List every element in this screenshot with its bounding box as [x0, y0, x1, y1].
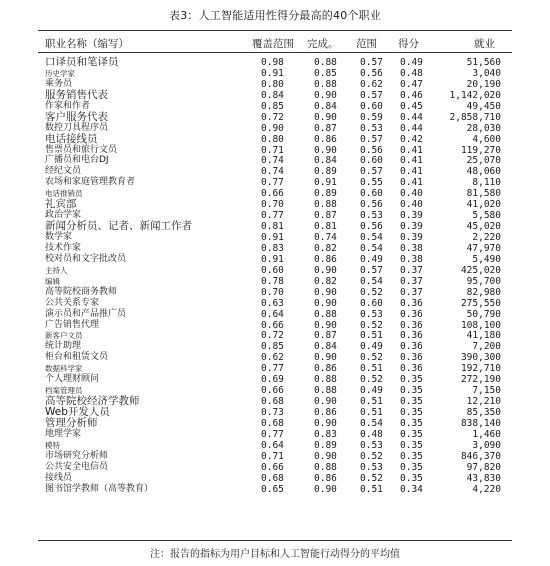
employment-cell: 49,450 — [466, 100, 501, 112]
bottom-rule — [38, 540, 512, 541]
scope-cell: 0.49 — [360, 341, 383, 353]
table-row — [0, 57, 550, 68]
score-cell: 0.37 — [400, 264, 423, 276]
employment-cell: 41,020 — [466, 199, 501, 211]
completion-cell: 0.86 — [314, 363, 337, 375]
scope-cell: 0.60 — [360, 188, 383, 200]
employment-cell: 5,580 — [472, 210, 501, 222]
occupation-cell: 历史学家 — [45, 68, 75, 78]
score-cell: 0.36 — [400, 297, 423, 309]
score-cell: 0.37 — [400, 275, 423, 287]
employment-cell: 5,490 — [472, 253, 501, 265]
coverage-cell: 0.60 — [261, 264, 284, 276]
table-body — [0, 57, 550, 495]
employment-cell: 43,830 — [466, 472, 501, 484]
score-cell: 0.35 — [400, 472, 423, 484]
scope-cell: 0.56 — [360, 221, 383, 233]
occupation-cell: 乘务员 — [45, 78, 73, 89]
completion-cell: 0.84 — [314, 100, 337, 112]
table-row — [0, 320, 550, 331]
completion-cell: 0.89 — [314, 166, 337, 178]
score-cell: 0.41 — [400, 177, 423, 189]
completion-cell: 0.90 — [314, 417, 337, 429]
table-row — [0, 341, 550, 352]
score-cell: 0.45 — [400, 100, 423, 112]
employment-cell: 50,790 — [466, 308, 501, 320]
coverage-cell: 0.90 — [261, 122, 284, 134]
occupation-cell: 广播员和电台DJ — [45, 155, 109, 166]
header-employment: 就业 — [474, 38, 495, 50]
score-cell: 0.41 — [400, 155, 423, 167]
occupation-cell: 服务销售代表 — [45, 88, 108, 101]
occupation-cell: Web开发人员 — [45, 406, 110, 418]
scope-cell: 0.54 — [360, 275, 383, 287]
occupation-cell: 公共关系专家 — [45, 297, 100, 308]
table-row — [0, 429, 550, 440]
table-row — [0, 484, 550, 495]
employment-cell: 20,190 — [466, 78, 501, 90]
scope-cell: 0.60 — [360, 100, 383, 112]
occupation-cell: 高等院校经济学教师 — [45, 395, 140, 408]
score-cell: 0.42 — [400, 133, 423, 145]
score-cell: 0.38 — [400, 253, 423, 265]
completion-cell: 0.88 — [314, 78, 337, 90]
score-cell: 0.35 — [400, 407, 423, 418]
table-note: 注：报告的指标为用户目标和人工智能行动得分的平均值 — [150, 549, 400, 560]
occupation-cell: 广告销售代理 — [45, 319, 100, 330]
coverage-cell: 0.70 — [261, 199, 284, 211]
occupation-cell: 作家和作者 — [45, 100, 91, 111]
occupation-cell: 数据科学家 — [45, 364, 83, 374]
occupation-cell: 市场研究分析师 — [45, 450, 109, 461]
scope-cell: 0.62 — [360, 78, 383, 90]
score-cell: 0.35 — [400, 439, 423, 451]
employment-cell: 82,980 — [466, 286, 501, 298]
occupation-cell: 礼宾部 — [45, 198, 77, 211]
table-row — [0, 155, 550, 166]
coverage-cell: 0.74 — [261, 166, 284, 178]
scope-cell: 0.60 — [360, 155, 383, 167]
employment-cell: 2,858,710 — [449, 111, 501, 123]
completion-cell: 0.90 — [314, 111, 337, 123]
coverage-cell: 0.63 — [261, 297, 284, 309]
completion-cell: 0.84 — [314, 155, 337, 167]
scope-cell: 0.54 — [360, 232, 383, 243]
scope-cell: 0.52 — [360, 319, 383, 331]
table-row — [0, 265, 550, 276]
occupation-cell: 数学家 — [45, 232, 73, 242]
employment-cell: 81,580 — [466, 188, 501, 200]
completion-cell: 0.74 — [314, 232, 337, 243]
table-row — [0, 243, 550, 254]
employment-cell: 48,060 — [466, 166, 501, 178]
scope-cell: 0.56 — [360, 67, 383, 79]
occupation-cell: 主持人 — [45, 265, 68, 275]
completion-cell: 0.86 — [314, 472, 337, 484]
score-cell: 0.35 — [400, 374, 423, 386]
table-row — [0, 188, 550, 199]
coverage-cell: 0.77 — [261, 363, 284, 375]
score-cell: 0.38 — [400, 242, 423, 254]
completion-cell: 0.86 — [314, 253, 337, 265]
occupation-cell: 新客户文员 — [45, 331, 83, 341]
table-row — [0, 134, 550, 145]
completion-cell: 0.88 — [314, 199, 337, 211]
header-completion: 完成。 — [307, 38, 339, 50]
employment-cell: 108,100 — [460, 319, 501, 331]
employment-cell: 25,070 — [466, 155, 501, 167]
score-cell: 0.37 — [400, 286, 423, 298]
scope-cell: 0.54 — [360, 242, 383, 254]
score-cell: 0.35 — [400, 396, 423, 408]
employment-cell: 45,020 — [466, 221, 501, 233]
occupation-cell: 经纪文员 — [45, 166, 82, 177]
coverage-cell: 0.85 — [261, 341, 284, 353]
scope-cell: 0.51 — [360, 407, 383, 418]
employment-cell: 275,550 — [460, 297, 501, 309]
occupation-cell: 数控刀具程序员 — [45, 122, 109, 133]
coverage-cell: 0.66 — [261, 461, 284, 473]
employment-cell: 51,560 — [466, 57, 501, 68]
scope-cell: 0.54 — [360, 417, 383, 429]
completion-cell: 0.81 — [314, 221, 337, 233]
scope-cell: 0.60 — [360, 297, 383, 309]
coverage-cell: 0.68 — [261, 417, 284, 429]
coverage-cell: 0.66 — [261, 188, 284, 200]
scope-cell: 0.56 — [360, 144, 383, 156]
scope-cell: 0.49 — [360, 253, 383, 265]
occupation-cell: 公共安全电信员 — [45, 461, 109, 472]
completion-cell: 0.87 — [314, 330, 337, 342]
scope-cell: 0.48 — [360, 428, 383, 440]
score-cell: 0.35 — [400, 461, 423, 473]
coverage-cell: 0.98 — [261, 57, 284, 68]
occupation-cell: 客户服务代表 — [45, 110, 108, 123]
score-cell: 0.40 — [400, 199, 423, 211]
scope-cell: 0.52 — [360, 450, 383, 462]
table-row — [0, 309, 550, 320]
completion-cell: 0.83 — [314, 428, 337, 440]
occupation-cell: 管理分析师 — [45, 416, 98, 429]
table-row — [0, 166, 550, 177]
employment-cell: 3,090 — [472, 439, 501, 451]
employment-cell: 12,210 — [466, 396, 501, 408]
completion-cell: 0.90 — [314, 352, 337, 364]
coverage-cell: 0.80 — [261, 133, 284, 145]
employment-cell: 47,970 — [466, 242, 501, 254]
scope-cell: 0.56 — [360, 199, 383, 211]
table-row — [0, 330, 550, 341]
table-row — [0, 254, 550, 265]
occupation-cell: 农场和家庭管理教育者 — [45, 177, 136, 188]
occupation-cell: 接线员 — [45, 472, 73, 483]
table-row — [0, 123, 550, 134]
completion-cell: 0.90 — [314, 483, 337, 495]
coverage-cell: 0.81 — [261, 221, 284, 233]
coverage-cell: 0.70 — [261, 286, 284, 298]
completion-cell: 0.90 — [314, 286, 337, 298]
coverage-cell: 0.78 — [261, 275, 284, 287]
employment-cell: 7,200 — [472, 341, 501, 353]
completion-cell: 0.86 — [314, 407, 337, 418]
header-occupation: 职业名称（缩写） — [45, 38, 129, 50]
score-cell: 0.44 — [400, 111, 423, 123]
completion-cell: 0.86 — [314, 133, 337, 145]
completion-cell: 0.88 — [314, 461, 337, 473]
header-rule — [38, 52, 512, 53]
coverage-cell: 0.85 — [261, 100, 284, 112]
header-coverage: 覆盖范围 — [252, 38, 294, 50]
coverage-cell: 0.74 — [261, 155, 284, 167]
occupation-cell: 模特 — [45, 440, 60, 450]
occupation-cell: 技术作家 — [45, 242, 82, 253]
score-cell: 0.47 — [400, 78, 423, 90]
occupation-cell: 高等院校商务教师 — [45, 286, 118, 297]
score-cell: 0.44 — [400, 122, 423, 134]
table-row — [0, 68, 550, 79]
score-cell: 0.35 — [400, 417, 423, 429]
completion-cell: 0.88 — [314, 57, 337, 68]
score-cell: 0.36 — [400, 352, 423, 364]
table-row — [0, 298, 550, 309]
table-title: 表3：人工智能适用性得分最高的40个职业 — [169, 9, 381, 22]
completion-cell: 0.90 — [314, 319, 337, 331]
score-cell: 0.46 — [400, 89, 423, 101]
completion-cell: 0.88 — [314, 374, 337, 386]
table-row — [0, 363, 550, 374]
table-row — [0, 232, 550, 243]
coverage-cell: 0.71 — [261, 450, 284, 462]
employment-cell: 3,040 — [472, 67, 501, 79]
coverage-cell: 0.72 — [261, 330, 284, 342]
employment-cell: 846,370 — [460, 450, 501, 462]
scope-cell: 0.53 — [360, 439, 383, 451]
occupation-cell: 个人理财顾问 — [45, 374, 100, 385]
top-rule — [38, 30, 512, 31]
employment-cell: 41,180 — [466, 330, 501, 342]
score-cell: 0.41 — [400, 144, 423, 156]
table-row — [0, 418, 550, 429]
score-cell: 0.39 — [400, 232, 423, 243]
scope-cell: 0.55 — [360, 177, 383, 189]
table-row — [0, 462, 550, 473]
completion-cell: 0.90 — [314, 450, 337, 462]
employment-cell: 4,600 — [472, 133, 501, 145]
completion-cell: 0.85 — [314, 67, 337, 79]
scope-cell: 0.57 — [360, 57, 383, 68]
score-cell: 0.35 — [400, 450, 423, 462]
coverage-cell: 0.68 — [261, 396, 284, 408]
coverage-cell: 0.91 — [261, 253, 284, 265]
coverage-cell: 0.77 — [261, 177, 284, 189]
employment-cell: 272,190 — [460, 374, 501, 386]
completion-cell: 0.90 — [314, 396, 337, 408]
scope-cell: 0.53 — [360, 122, 383, 134]
score-cell: 0.36 — [400, 341, 423, 353]
table-row — [0, 473, 550, 484]
table-row — [0, 451, 550, 462]
completion-cell: 0.89 — [314, 188, 337, 200]
score-cell: 0.39 — [400, 221, 423, 233]
employment-cell: 192,710 — [460, 363, 501, 375]
employment-cell: 2,220 — [472, 232, 501, 243]
coverage-cell: 0.64 — [261, 308, 284, 320]
score-cell: 0.36 — [400, 363, 423, 375]
employment-cell: 390,300 — [460, 352, 501, 364]
coverage-cell: 0.64 — [261, 439, 284, 451]
coverage-cell: 0.66 — [261, 385, 284, 397]
scope-cell: 0.59 — [360, 111, 383, 123]
occupation-cell: 地理学家 — [45, 428, 82, 439]
occupation-cell: 档案管理员 — [45, 386, 83, 396]
employment-cell: 7,150 — [472, 385, 501, 397]
coverage-cell: 0.69 — [261, 374, 284, 386]
scope-cell: 0.52 — [360, 352, 383, 364]
scope-cell: 0.52 — [360, 286, 383, 298]
employment-cell: 95,700 — [466, 275, 501, 287]
occupation-cell: 校对员和文字批改员 — [45, 253, 127, 264]
occupation-cell: 售票员和旅行文员 — [45, 144, 118, 155]
coverage-cell: 0.84 — [261, 89, 284, 101]
scope-cell: 0.52 — [360, 374, 383, 386]
scope-cell: 0.51 — [360, 483, 383, 495]
coverage-cell: 0.73 — [261, 407, 284, 418]
score-cell: 0.34 — [400, 483, 423, 495]
occupation-cell: 电话接线员 — [45, 132, 98, 145]
coverage-cell: 0.80 — [261, 78, 284, 90]
employment-cell: 425,020 — [460, 264, 501, 276]
table-row — [0, 145, 550, 156]
score-cell: 0.41 — [400, 166, 423, 178]
coverage-cell: 0.65 — [261, 483, 284, 495]
table-row — [0, 374, 550, 385]
coverage-cell: 0.83 — [261, 242, 284, 254]
table-row — [0, 276, 550, 287]
occupation-cell: 演示员和产品推广员 — [45, 308, 127, 319]
scope-cell: 0.51 — [360, 396, 383, 408]
occupation-cell: 统计助理 — [45, 341, 82, 352]
coverage-cell: 0.77 — [261, 210, 284, 222]
scope-cell: 0.57 — [360, 166, 383, 178]
completion-cell: 0.88 — [314, 385, 337, 397]
scope-cell: 0.57 — [360, 89, 383, 101]
table-row — [0, 112, 550, 123]
score-cell: 0.36 — [400, 330, 423, 342]
completion-cell: 0.90 — [314, 297, 337, 309]
table-row — [0, 221, 550, 232]
coverage-cell: 0.71 — [261, 144, 284, 156]
coverage-cell: 0.72 — [261, 111, 284, 123]
header-score: 得分 — [398, 38, 419, 50]
employment-cell: 1,142,020 — [449, 89, 501, 101]
table-row — [0, 177, 550, 188]
table-row — [0, 287, 550, 298]
coverage-cell: 0.68 — [261, 472, 284, 484]
scope-cell: 0.53 — [360, 308, 383, 320]
occupation-cell: 柜台和租赁文员 — [45, 352, 109, 363]
score-cell: 0.48 — [400, 67, 423, 79]
completion-cell: 0.89 — [314, 439, 337, 451]
scope-cell: 0.53 — [360, 461, 383, 473]
employment-cell: 119,270 — [460, 144, 501, 156]
completion-cell: 0.87 — [314, 122, 337, 134]
occupation-cell: 电话推销员 — [45, 189, 83, 199]
table-row — [0, 90, 550, 101]
score-cell: 0.35 — [400, 385, 423, 397]
coverage-cell: 0.91 — [261, 232, 284, 243]
occupation-cell: 编辑 — [45, 276, 60, 286]
scope-cell: 0.57 — [360, 133, 383, 145]
completion-cell: 0.90 — [314, 144, 337, 156]
table-row — [0, 199, 550, 210]
table-row — [0, 352, 550, 363]
coverage-cell: 0.77 — [261, 428, 284, 440]
table-row — [0, 440, 550, 451]
employment-cell: 4,220 — [472, 483, 501, 495]
occupation-cell: 新闻分析员、记者、新闻工作者 — [45, 220, 192, 233]
score-cell: 0.40 — [400, 188, 423, 200]
scope-cell: 0.51 — [360, 330, 383, 342]
scope-cell: 0.53 — [360, 210, 383, 222]
completion-cell: 0.91 — [314, 177, 337, 189]
header-scope: 范围 — [356, 38, 377, 50]
scope-cell: 0.51 — [360, 363, 383, 375]
employment-cell: 28,030 — [466, 122, 501, 134]
completion-cell: 0.84 — [314, 341, 337, 353]
coverage-cell: 0.66 — [261, 319, 284, 331]
employment-cell: 8,110 — [472, 177, 501, 189]
employment-cell: 838,140 — [460, 417, 501, 429]
completion-cell: 0.82 — [314, 275, 337, 287]
completion-cell: 0.87 — [314, 210, 337, 222]
completion-cell: 0.88 — [314, 308, 337, 320]
score-cell: 0.36 — [400, 319, 423, 331]
employment-cell: 85,350 — [466, 407, 501, 418]
occupation-cell: 图书馆学教师（高等教育） — [45, 483, 154, 494]
employment-cell: 1,460 — [472, 428, 501, 440]
scope-cell: 0.52 — [360, 472, 383, 484]
completion-cell: 0.90 — [314, 264, 337, 276]
coverage-cell: 0.62 — [261, 352, 284, 364]
score-cell: 0.39 — [400, 210, 423, 222]
occupation-cell: 政治学家 — [45, 210, 82, 221]
occupation-cell: 口译员和笔译员 — [45, 56, 119, 68]
scope-cell: 0.57 — [360, 264, 383, 276]
coverage-cell: 0.91 — [261, 67, 284, 79]
completion-cell: 0.82 — [314, 242, 337, 254]
score-cell: 0.35 — [400, 428, 423, 440]
score-cell: 0.36 — [400, 308, 423, 320]
score-cell: 0.49 — [400, 57, 423, 68]
scope-cell: 0.49 — [360, 385, 383, 397]
completion-cell: 0.90 — [314, 89, 337, 101]
employment-cell: 97,820 — [466, 461, 501, 473]
